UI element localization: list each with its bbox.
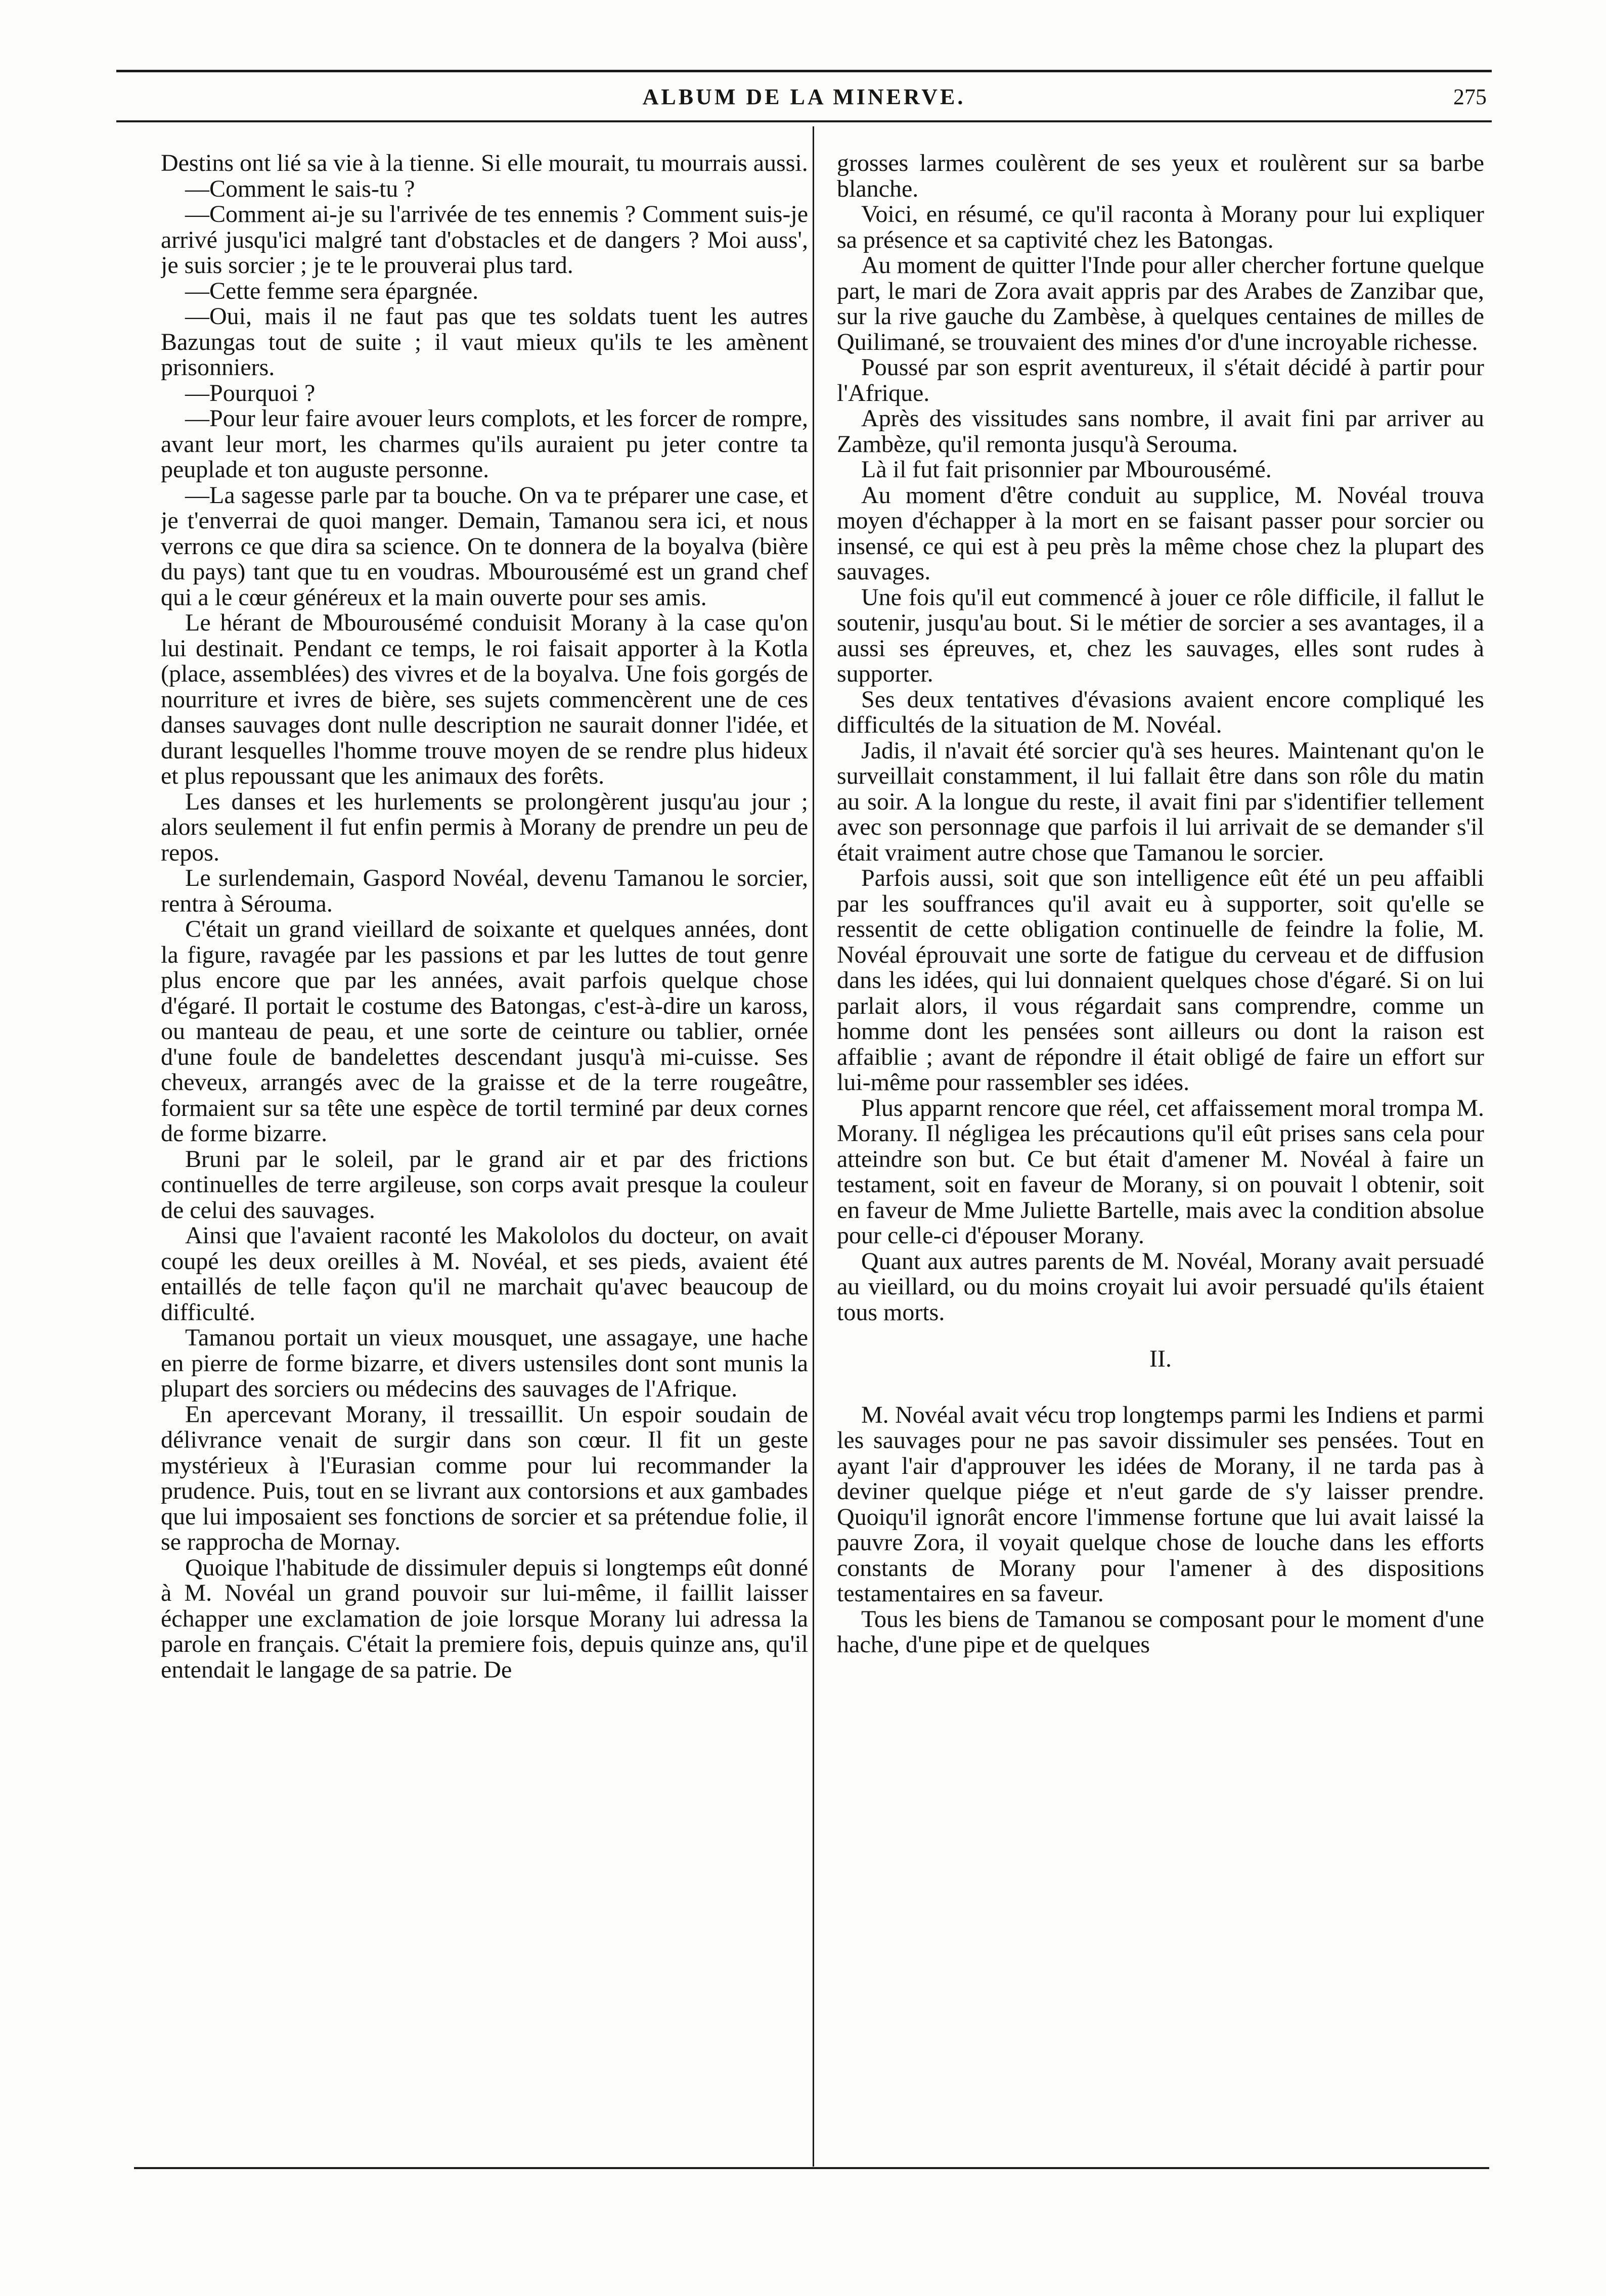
paragraph: Une fois qu'il eut commencé à jouer ce rôle difficile, il fallut le soutenir, jusqu'au bout. Si le métier de sorcier a ses avantages, il a aussi ses épreuves, et, chez les sauvages, elles sont rudes à supporter.	[837, 583, 1484, 687]
paragraph: Jadis, il n'avait été sorcier qu'à ses heures. Maintenant qu'on le surveillait constamment, il lui fallait être dans son rôle du matin au soir. A la longue du reste, il avait fini par s'identifier tellement avec son personnage que parfois il lui arrivait de se demander s'il était vraiment autre chose que Tamanou le sorcier.	[837, 737, 1484, 866]
paragraph: Parfois aussi, soit que son intelligence eût été un peu affaibli par les souffrances qu'il avait eu à supporter, soit qu'elle se ressentit de cette obligation continuelle de feindre la folie, M. Novéal éprouvait une sorte de fatigue du cerveau et de diffusion dans les idées, qui lui donnaient quelques chose d'égaré. Si on lui parlait alors, il vous régardait sans comprendre, comme un homme dont les pensées sont ailleurs ou dont la raison est affaiblie ; avant de répondre il était obligé de faire un effort sur lui-même pour rassembler ses idées.	[837, 865, 1484, 1096]
paragraph: —Pour leur faire avouer leurs complots, et les forcer de rompre, avant leur mort, les charmes qu'ils auraient pu jeter contre ta peuplade et ton auguste personne.	[161, 405, 808, 483]
paragraph: —La sagesse parle par ta bouche. On va te préparer une case, et je t'enverrai de quoi manger. Demain, Tamanou sera ici, et nous verrons ce que dira sa science. On te donnera de la boyalva (bière du pays) tant que tu en voudras. Mbourousémé est un grand chef qui a le cœur généreux et la main ouverte pour ses amis.	[161, 481, 808, 611]
running-head-title: ALBUM DE LA MINERVE.	[642, 84, 966, 109]
column-divider	[813, 126, 814, 2167]
paragraph: Quant aux autres parents de M. Novéal, Morany avait persuadé au vieillard, ou du moins croyait lui avoir persuadé qu'ils étaient tous morts.	[837, 1247, 1484, 1326]
paragraph: grosses larmes coulèrent de ses yeux et roulèrent sur sa barbe blanche.	[837, 151, 1484, 202]
paragraph: Ainsi que l'avaient raconté les Makololos du docteur, on avait coupé les deux oreilles à M. Novéal, et ses pieds, avaient été entaillés de telle façon qu'il ne marchait qu'avec beaucoup de difficulté.	[161, 1222, 808, 1326]
paragraph: —Comment le sais-tu ?	[185, 175, 415, 202]
paragraph: Tamanou portait un vieux mousquet, une assagaye, une hache en pierre de forme bizarre, et divers ustensiles dont sont munis la plupart des sorciers ou médecins des sauvages de l'Afrique.	[161, 1324, 808, 1402]
paragraph: Ses deux tentatives d'évasions avaient encore compliqué les difficultés de la situation de M. Novéal.	[837, 686, 1484, 738]
paragraph: Destins ont lié sa vie à la tienne. Si elle mourait, tu mourrais aussi.	[161, 151, 808, 176]
paragraph: Au moment de quitter l'Inde pour aller chercher fortune quelque part, le mari de Zora avait appris par des Arabes de Zanzibar que, sur la rive gauche du Zambèse, à quelques centaines de milles de Quilimané, se trouvaient des mines d'or d'une incroyable richesse.	[837, 252, 1484, 355]
paragraph: Quoique l'habitude de dissimuler depuis si longtemps eût donné à M. Novéal un grand pouvoir sur lui-même, il faillit laisser échapper une exclamation de joie lorsque Morany lui adressa la parole en français. C'était la premiere fois, depuis quinze ans, qu'il entendait le langage de sa patrie. De	[161, 1554, 808, 1683]
section-heading: II.	[1149, 1345, 1172, 1372]
paragraph: Après des vissitudes sans nombre, il avait fini par arriver au Zambèze, qu'il remonta jusqu'à Serouma.	[837, 405, 1484, 458]
footer-rule	[134, 2167, 1489, 2169]
paragraph: Le surlendemain, Gaspord Novéal, devenu Tamanou le sorcier, rentra à Sérouma.	[161, 865, 808, 917]
paragraph: Au moment d'être conduit au supplice, M. Novéal trouva moyen d'échapper à la mort en se faisant passer pour sorcier ou insensé, ce qui est à peu près la même chose chez la plupart des sauvages.	[837, 481, 1484, 585]
paragraph: —Oui, mais il ne faut pas que tes soldats tuent les autres Bazungas tout de suite ; il vaut mieux qu'ils te les amènent prisonniers.	[161, 303, 808, 381]
paragraph: Tous les biens de Tamanou se composant pour le moment d'une hache, d'une pipe et de quelques	[837, 1605, 1484, 1658]
paragraph: C'était un grand vieillard de soixante et quelques années, dont la figure, ravagée par les passions et par les luttes de tout genre plus encore que par les années, avait parfois quelque chose d'égaré. Il portait le costume des Batongas, c'est-à-dire un kaross, ou manteau de peau, et une sorte de ceinture ou tablier, ornée d'une foule de bandelettes descendant jusqu'à mi-cuisse. Ses cheveux, arrangés avec de la graisse et de la terre rougeâtre, formaient sur sa tête une espèce de tortil terminé par deux cornes de forme bizarre.	[161, 916, 808, 1147]
paragraph: Les danses et les hurlements se prolongèrent jusqu'au jour ; alors seulement il fut enfin permis à Morany de prendre un peu de repos.	[161, 788, 808, 866]
paragraph: —Comment ai-je su l'arrivée de tes ennemis ? Comment suis-je arrivé jusqu'ici malgré tant d'obstacles et de dangers ? Moi auss', je suis sorcier ; je te le prouverai plus tard.	[161, 201, 808, 279]
left-column	[161, 151, 808, 2153]
paragraph: Voici, en résumé, ce qu'il raconta à Morany pour lui expliquer sa présence et sa captivité chez les Batongas.	[837, 201, 1484, 253]
right-column	[837, 151, 1484, 2153]
paragraph: —Cette femme sera épargnée.	[185, 277, 479, 304]
paragraph: Poussé par son esprit aventureux, il s'était décidé à partir pour l'Afrique.	[837, 354, 1484, 407]
paragraph: Plus apparnt rencore que réel, cet affaissement moral trompa M. Morany. Il négligea les précautions qu'il eût prises sans cela pour atteindre son but. Ce but était d'amener M. Novéal à faire un testament, soit en faveur de Morany, si on pouvait l obtenir, soit en faveur de Mme Juliette Bartelle, mais avec la condition absolue pour celle-ci d'épouser Morany.	[837, 1094, 1484, 1249]
header-rule-top	[116, 70, 1492, 72]
paragraph: Le hérant de Mbourousémé conduisit Morany à la case qu'on lui destinait. Pendant ce temps, le roi faisait apporter à la Kotla (place, assemblées) des vivres et de la boyalva. Une fois gorgés de nourriture et ivres de bière, ses sujets commencèrent une de ces danses sauvages dont nulle description ne saurait donner l'idée, et durant lesquelles l'homme trouve moyen de se rendre plus hideux et plus repoussant que les animaux des forêts.	[161, 609, 808, 789]
page-number: 275	[1453, 84, 1487, 109]
paragraph: M. Novéal avait vécu trop longtemps parmi les Indiens et parmi les sauvages pour ne pas savoir dissimuler ses pensées. Tout en ayant l'air d'approuver les idées de Morany, il ne tarda pas à deviner quelque piége et n'eut garde de s'y laisser prendre. Quoiqu'il ignorât encore l'immense fortune que lui avait laissé la pauvre Zora, il voyait quelque chose de louche dans les efforts constants de Morany pour l'amener à des dispositions testamentaires en sa faveur.	[837, 1401, 1484, 1607]
paragraph: Bruni par le soleil, par le grand air et par des frictions continuelles de terre argileuse, son corps avait presque la couleur de celui des sauvages.	[161, 1145, 808, 1224]
header-rule-bottom	[116, 120, 1492, 122]
paragraph: —Pourquoi ?	[185, 379, 316, 407]
paragraph: En apercevant Morany, il tressaillit. Un espoir soudain de délivrance venait de surgir dans son cœur. Il fit un geste mystérieux à l'Eurasian comme pour lui recommander la prudence. Puis, tout en se livrant aux contorsions et aux gambades que lui imposaient ses fonctions de sorcier et sa prétendue folie, il se rapprocha de Mornay.	[161, 1401, 808, 1555]
paragraph: Là il fut fait prisonnier par Mbourousémé.	[861, 456, 1272, 483]
